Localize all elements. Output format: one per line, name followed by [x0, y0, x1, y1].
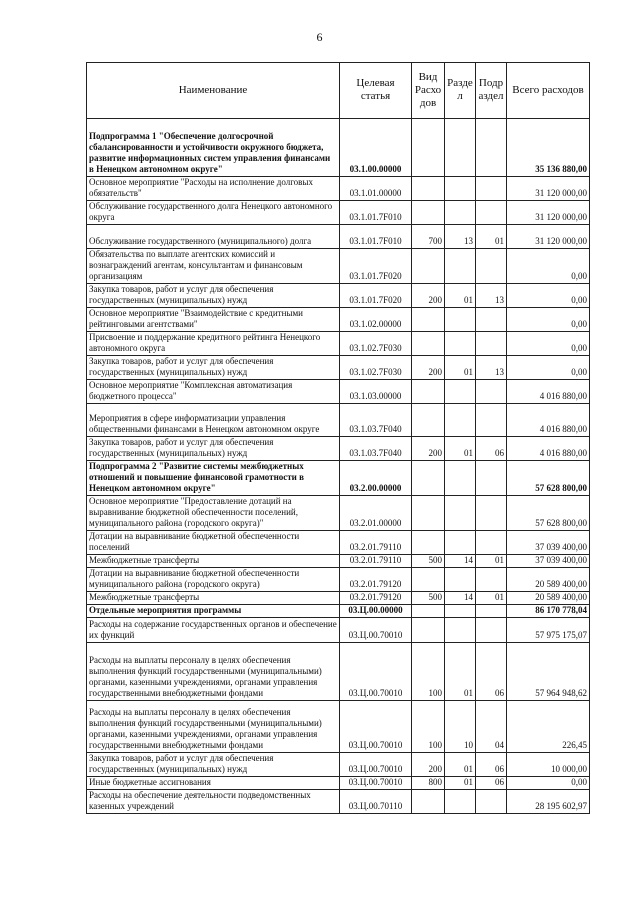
row-name: Иные бюджетные ассигнования: [87, 777, 340, 790]
row-total: 28 195 602,97: [507, 790, 590, 814]
row-expense-kind: 100: [412, 701, 445, 753]
row-section: [445, 531, 476, 555]
table-row: [87, 592, 590, 605]
row-expense-kind: [412, 119, 445, 177]
row-section: [445, 461, 476, 496]
row-expense-kind: [412, 201, 445, 225]
row-section: 01: [445, 753, 476, 777]
table-row: [87, 437, 590, 461]
row-section: [445, 404, 476, 437]
row-total: 37 039 400,00: [507, 531, 590, 555]
row-name: Отдельные мероприятия программы: [87, 605, 340, 618]
row-subsection: 01: [476, 555, 507, 568]
header-section: Разде л: [445, 63, 476, 119]
row-section: [445, 332, 476, 356]
row-name: Закупка товаров, работ и услуг для обеспечения государственных (муниципальных) нужд: [87, 284, 340, 308]
row-section: [445, 605, 476, 618]
row-section: [445, 119, 476, 177]
row-subsection: 13: [476, 284, 507, 308]
table-row: [87, 496, 590, 531]
row-target-article: 03.Ц.00.70010: [340, 701, 412, 753]
row-section: [445, 380, 476, 404]
table-row: [87, 643, 590, 701]
row-expense-kind: 500: [412, 555, 445, 568]
row-section: 10: [445, 701, 476, 753]
header-total: Всего расходов: [507, 63, 590, 119]
row-subsection: [476, 308, 507, 332]
row-subsection: [476, 568, 507, 592]
row-subsection: [476, 404, 507, 437]
row-name: Присвоение и поддержание кредитного рейтинга Ненецкого автономного округа: [87, 332, 340, 356]
row-expense-kind: [412, 404, 445, 437]
row-expense-kind: 800: [412, 777, 445, 790]
row-target-article: 03.1.01.7F010: [340, 201, 412, 225]
row-name: Расходы на выплаты персоналу в целях обеспечения выполнения функций государственными (муниципальными) органами, казенными учреждениями, органами управления государственными внебюджетными фондами: [87, 643, 340, 701]
row-target-article: 03.1.01.7F010: [340, 225, 412, 249]
row-target-article: 03.2.01.79120: [340, 592, 412, 605]
table-row: [87, 201, 590, 225]
table-row: [87, 249, 590, 284]
row-target-article: 03.2.00.00000: [340, 461, 412, 496]
row-total: 4 016 880,00: [507, 404, 590, 437]
row-total: 10 000,00: [507, 753, 590, 777]
table-row: [87, 225, 590, 249]
table-row: [87, 605, 590, 618]
row-target-article: 03.Ц.00.70010: [340, 618, 412, 643]
row-subsection: [476, 461, 507, 496]
row-target-article: 03.1.01.00000: [340, 177, 412, 201]
row-subsection: 01: [476, 225, 507, 249]
row-section: 14: [445, 592, 476, 605]
row-name: Подпрограмма 1 "Обеспечение долгосрочной сбалансированности и устойчивости окружного бюджета, развитие информационных систем управления финансами в Ненецком автономном округе": [87, 119, 340, 177]
header-name: Наименование: [87, 63, 340, 119]
row-target-article: 03.1.00.00000: [340, 119, 412, 177]
row-expense-kind: [412, 461, 445, 496]
table-row: [87, 531, 590, 555]
row-total: 57 628 800,00: [507, 461, 590, 496]
row-total: 0,00: [507, 249, 590, 284]
row-subsection: 06: [476, 753, 507, 777]
row-target-article: 03.1.03.7F040: [340, 437, 412, 461]
table-row: [87, 308, 590, 332]
table-row: [87, 404, 590, 437]
row-name: Основное мероприятие "Расходы на исполнение долговых обязательств": [87, 177, 340, 201]
row-subsection: [476, 332, 507, 356]
row-expense-kind: [412, 308, 445, 332]
row-target-article: 03.Ц.00.70010: [340, 643, 412, 701]
row-subsection: [476, 119, 507, 177]
row-target-article: 03.1.02.7F030: [340, 356, 412, 380]
row-target-article: 03.2.01.79120: [340, 568, 412, 592]
table-row: [87, 753, 590, 777]
row-expense-kind: [412, 568, 445, 592]
row-target-article: 03.1.01.7F020: [340, 284, 412, 308]
row-target-article: 03.1.01.7F020: [340, 249, 412, 284]
row-subsection: 06: [476, 777, 507, 790]
row-section: [445, 249, 476, 284]
table-row: [87, 356, 590, 380]
row-subsection: [476, 496, 507, 531]
row-name: Основное мероприятие "Комплексная автоматизация бюджетного процесса": [87, 380, 340, 404]
row-subsection: [476, 531, 507, 555]
table-row: [87, 790, 590, 814]
row-expense-kind: [412, 249, 445, 284]
row-section: [445, 568, 476, 592]
row-target-article: 03.2.01.79110: [340, 531, 412, 555]
row-name: Основное мероприятие "Взаимодействие с кредитными рейтинговыми агентствами": [87, 308, 340, 332]
row-expense-kind: 500: [412, 592, 445, 605]
row-total: 226,45: [507, 701, 590, 753]
table-row: [87, 701, 590, 753]
row-subsection: 06: [476, 437, 507, 461]
row-name: Закупка товаров, работ и услуг для обеспечения государственных (муниципальных) нужд: [87, 437, 340, 461]
table-row: [87, 380, 590, 404]
row-target-article: 03.2.01.00000: [340, 496, 412, 531]
table-row: [87, 119, 590, 177]
row-expense-kind: [412, 618, 445, 643]
row-expense-kind: [412, 790, 445, 814]
table-row: [87, 284, 590, 308]
row-expense-kind: [412, 332, 445, 356]
row-target-article: 03.Ц.00.70010: [340, 753, 412, 777]
row-subsection: [476, 201, 507, 225]
row-subsection: [476, 380, 507, 404]
row-total: 0,00: [507, 356, 590, 380]
row-section: 13: [445, 225, 476, 249]
row-section: 01: [445, 643, 476, 701]
table-row: [87, 461, 590, 496]
row-expense-kind: [412, 531, 445, 555]
row-subsection: [476, 177, 507, 201]
table-row: [87, 777, 590, 790]
row-expense-kind: 200: [412, 753, 445, 777]
row-target-article: 03.Ц.00.00000: [340, 605, 412, 618]
row-total: 4 016 880,00: [507, 380, 590, 404]
table-row: [87, 177, 590, 201]
row-section: 01: [445, 777, 476, 790]
row-expense-kind: [412, 177, 445, 201]
row-section: 01: [445, 437, 476, 461]
header-target-article: Целевая статья: [340, 63, 412, 119]
row-expense-kind: 700: [412, 225, 445, 249]
row-name: Межбюджетные трансферты: [87, 592, 340, 605]
row-name: Расходы на содержание государственных органов и обеспечение их функций: [87, 618, 340, 643]
row-total: 0,00: [507, 777, 590, 790]
row-section: [445, 201, 476, 225]
page-number: 6: [316, 30, 323, 44]
table-row: [87, 332, 590, 356]
row-section: [445, 790, 476, 814]
row-subsection: [476, 618, 507, 643]
row-total: 57 628 800,00: [507, 496, 590, 531]
row-name: Расходы на выплаты персоналу в целях обеспечения выполнения функций государственными (муниципальными) органами, казенными учреждениями, органами управления государственными внебюджетными фондами: [87, 701, 340, 753]
budget-table: [86, 62, 590, 814]
row-subsection: 01: [476, 592, 507, 605]
row-total: 20 589 400,00: [507, 592, 590, 605]
row-subsection: 04: [476, 701, 507, 753]
row-name: Дотации на выравнивание бюджетной обеспеченности муниципального района (городского округа): [87, 568, 340, 592]
row-name: Обслуживание государственного долга Ненецкого автономного округа: [87, 201, 340, 225]
row-total: 20 589 400,00: [507, 568, 590, 592]
row-total: 4 016 880,00: [507, 437, 590, 461]
row-section: [445, 496, 476, 531]
row-section: 01: [445, 356, 476, 380]
table-header-row: [87, 63, 590, 119]
row-total: 86 170 778,04: [507, 605, 590, 618]
row-subsection: 06: [476, 643, 507, 701]
row-total: 31 120 000,00: [507, 177, 590, 201]
row-expense-kind: [412, 605, 445, 618]
row-expense-kind: 200: [412, 356, 445, 380]
row-total: 0,00: [507, 284, 590, 308]
row-target-article: 03.Ц.00.70010: [340, 777, 412, 790]
table-body: [87, 119, 590, 814]
row-name: Подпрограмма 2 "Развитие системы межбюджетных отношений и повышение финансовой грамотности в Ненецком автономном округе": [87, 461, 340, 496]
row-target-article: 03.1.03.7F040: [340, 404, 412, 437]
row-name: Основное мероприятие "Предоставление дотаций на выравнивание бюджетной обеспеченности поселений, муниципального района (городского округа)": [87, 496, 340, 531]
row-total: 31 120 000,00: [507, 225, 590, 249]
row-name: Обязательства по выплате агентских комиссий и вознаграждений агентам, консультантам и финансовым организациям: [87, 249, 340, 284]
row-total: 57 975 175,07: [507, 618, 590, 643]
table-row: [87, 568, 590, 592]
row-total: 57 964 948,62: [507, 643, 590, 701]
row-subsection: [476, 249, 507, 284]
row-section: [445, 618, 476, 643]
row-total: 37 039 400,00: [507, 555, 590, 568]
row-target-article: 03.Ц.00.70110: [340, 790, 412, 814]
row-total: 35 136 880,00: [507, 119, 590, 177]
row-section: 14: [445, 555, 476, 568]
header-subsection: Подр аздел: [476, 63, 507, 119]
row-expense-kind: 200: [412, 284, 445, 308]
row-name: Дотации на выравнивание бюджетной обеспеченности поселений: [87, 531, 340, 555]
row-expense-kind: [412, 380, 445, 404]
row-name: Обслуживание государственного (муниципального) долга: [87, 225, 340, 249]
row-target-article: 03.1.02.7F030: [340, 332, 412, 356]
table-row: [87, 555, 590, 568]
row-name: Расходы на обеспечение деятельности подведомственных казенных учреждений: [87, 790, 340, 814]
row-expense-kind: 200: [412, 437, 445, 461]
row-total: 31 120 000,00: [507, 201, 590, 225]
row-target-article: 03.1.03.00000: [340, 380, 412, 404]
row-subsection: [476, 790, 507, 814]
row-section: [445, 308, 476, 332]
row-total: 0,00: [507, 332, 590, 356]
row-name: Межбюджетные трансферты: [87, 555, 340, 568]
row-section: [445, 177, 476, 201]
row-expense-kind: [412, 496, 445, 531]
row-target-article: 03.1.02.00000: [340, 308, 412, 332]
row-section: 01: [445, 284, 476, 308]
row-subsection: [476, 605, 507, 618]
row-expense-kind: 100: [412, 643, 445, 701]
row-name: Закупка товаров, работ и услуг для обеспечения государственных (муниципальных) нужд: [87, 356, 340, 380]
row-name: Закупка товаров, работ и услуг для обеспечения государственных (муниципальных) нужд: [87, 753, 340, 777]
row-total: 0,00: [507, 308, 590, 332]
table-row: [87, 618, 590, 643]
header-expense-kind: Вид Расхо дов: [412, 63, 445, 119]
row-subsection: 13: [476, 356, 507, 380]
row-target-article: 03.2.01.79110: [340, 555, 412, 568]
row-name: Мероприятия в сфере информатизации управления общественными финансами в Ненецком автономном округе: [87, 404, 340, 437]
